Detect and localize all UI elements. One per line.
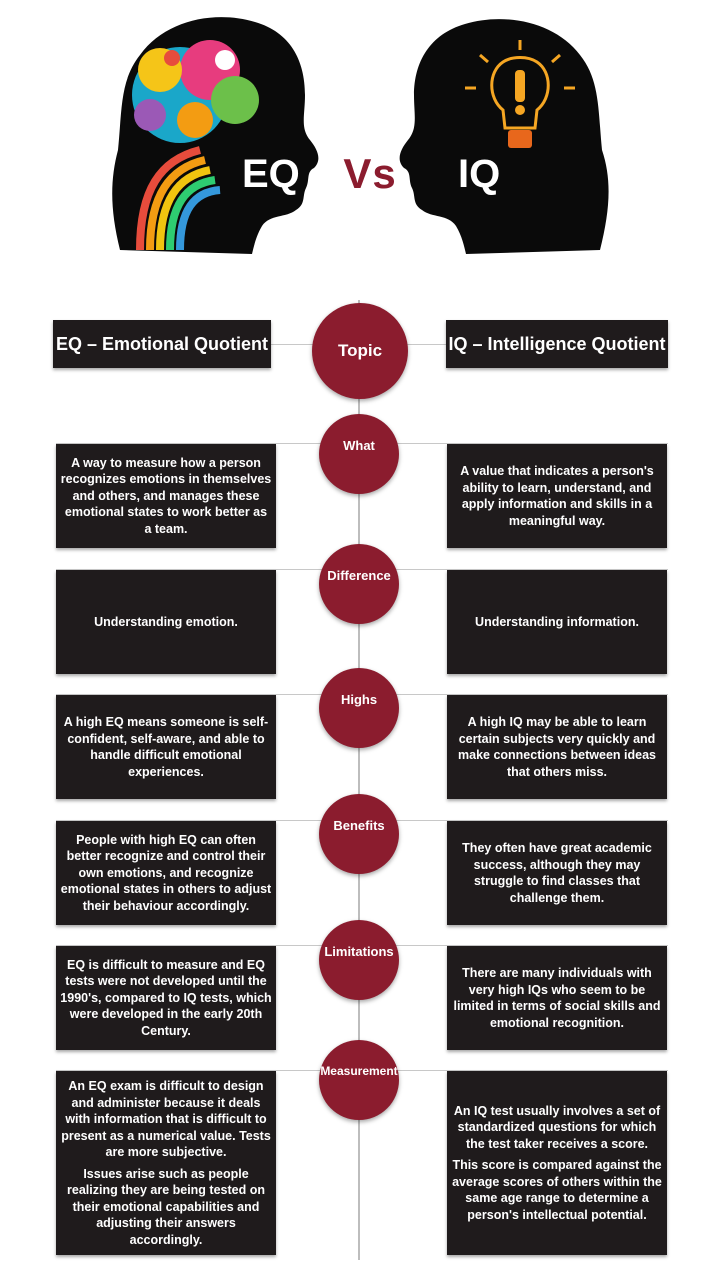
- eq-limitations-text: EQ is difficult to measure and EQ tests were not developed until the 1990's, compared to IQ tests, which were developed in the early 20th Century.: [60, 957, 272, 1038]
- eq-measurement-text-1: An EQ exam is difficult to design and administer because it deals with information that is difficult to present as a numerical value. Tests are more subjective.: [61, 1079, 271, 1159]
- topic-limitations-label: Limitations: [324, 944, 394, 959]
- eq-limitations-box: [56, 946, 276, 1050]
- eq-difference-text: Understanding emotion.: [94, 614, 238, 629]
- eq-what-box: [56, 444, 276, 548]
- topic-label: Topic: [337, 341, 383, 360]
- iq-measurement-text-1: An IQ test usually involves a set of standardized questions for which the test taker receives a score.: [453, 1103, 661, 1151]
- iq-highs-box: [447, 695, 667, 799]
- eq-benefits-text: People with high EQ can often better recognize and control their own emotions, and recognize emotional states in others to adjust their behaviour accordingly.: [60, 832, 272, 913]
- eq-difference-box: [56, 570, 276, 674]
- iq-benefits-box: [447, 821, 667, 925]
- topic-difference-label: Difference: [327, 568, 391, 583]
- topic-circle-limitations: [319, 920, 399, 1000]
- iq-header: IQ – Intelligence Quotient: [446, 320, 668, 368]
- colorful-mind-head-icon: [112, 17, 318, 254]
- hero-illustration: [0, 0, 720, 290]
- vs-label: Vs: [343, 150, 397, 197]
- topic-measurement-label: Measurement: [320, 1064, 398, 1078]
- eq-benefits-box: [56, 821, 276, 925]
- iq-measurement-box: [447, 1071, 667, 1255]
- topic-benefits-label: Benefits: [333, 818, 385, 833]
- iq-measurement-text-2: This score is compared against the average scores of others within the same age range to determine a person's intellectual potential.: [452, 1158, 662, 1222]
- iq-highs-text: A high IQ may be able to learn certain subjects very quickly and make connections between ideas that others miss.: [458, 715, 656, 779]
- topic-circle-measurement: [319, 1040, 399, 1120]
- topic-circle-what: [319, 414, 399, 494]
- iq-what-text: A value that indicates a person's ability to learn, understand, and apply information and skills in a meaningful way.: [460, 464, 654, 528]
- iq-benefits-text: They often have great academic success, although they may struggle to find classes that challenge them.: [462, 841, 652, 905]
- iq-limitations-text: There are many individuals with very high IQs who seem to be limited in terms of social skills and emotional recognition.: [453, 966, 661, 1030]
- topic-circle-benefits: [319, 794, 399, 874]
- eq-hero-label: EQ: [242, 152, 300, 196]
- eq-highs-box: [56, 695, 276, 799]
- topic-circle-difference: [319, 544, 399, 624]
- eq-highs-text: A high EQ means someone is self-confident, self-aware, and able to handle difficult emotional experiences.: [63, 715, 269, 779]
- topic-what-label: What: [343, 438, 375, 453]
- eq-measurement-box: [56, 1071, 276, 1255]
- iq-limitations-box: [447, 946, 667, 1050]
- eq-what-text: A way to measure how a person recognizes emotions in themselves and others, and manages these emotional states to work better as a team.: [60, 455, 272, 536]
- topic-highs-label: Highs: [340, 692, 378, 707]
- iq-difference-box: [447, 570, 667, 674]
- eq-measurement-text-2: Issues arise such as people realizing they are being tested on their emotional capabilities and adjusting their answers accordingly.: [67, 1166, 265, 1247]
- iq-difference-text: Understanding information.: [475, 614, 639, 629]
- topic-circle-highs: [319, 668, 399, 748]
- topic-circle: [312, 303, 408, 399]
- lightbulb-head-icon: [400, 19, 609, 254]
- iq-what-box: [447, 444, 667, 548]
- iq-hero-label: IQ: [458, 152, 501, 196]
- eq-header: EQ – Emotional Quotient: [53, 320, 271, 368]
